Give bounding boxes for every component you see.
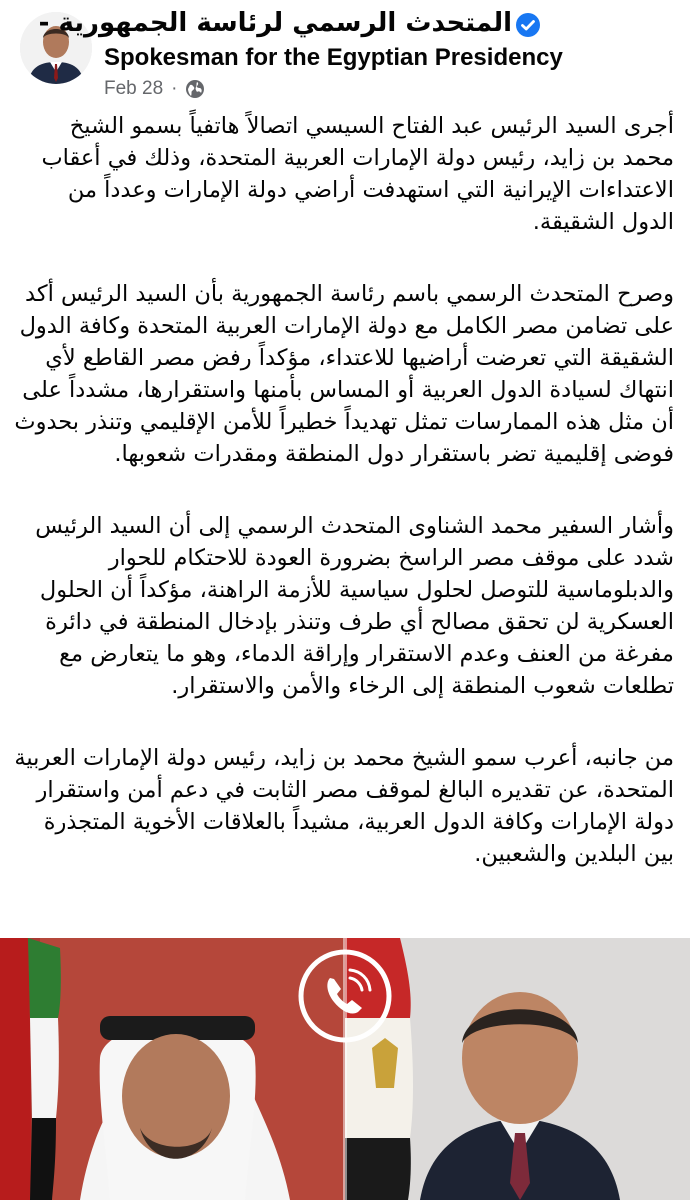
post-date[interactable]: Feb 28 <box>104 78 164 99</box>
post-paragraph-4: من جانبه، أعرب سمو الشيخ محمد بن زايد، رئيس دولة الإمارات العربية المتحدة، عن تقديره البالغ لموقف مصر الثابت في دعم أمن واستقرار دولة الإمارات وكافة الدول العربية، مشيداً بالعلاقات الأخوية المتجذرة بين البلدين والشعبين. <box>14 745 674 867</box>
post-meta <box>104 78 205 100</box>
post-paragraph-1: أجرى السيد الرئيس عبد الفتاح السيسي اتصالاً هاتفياً بسمو الشيخ محمد بن زايد، رئيس دولة الإمارات العربية المتحدة، وذلك في أعقاب الاعتداءات الإيرانية التي استهدفت أراضي دولة الإمارات وعدداً من الدول الشقيقة. <box>41 113 674 235</box>
meta-separator: · <box>171 78 178 99</box>
post-photo[interactable] <box>0 938 690 1200</box>
post-text <box>14 110 674 910</box>
author-name-english[interactable]: Spokesman for the Egyptian Presidency <box>104 44 563 71</box>
globe-icon <box>185 79 205 99</box>
post-paragraph-2: وصرح المتحدث الرسمي باسم رئاسة الجمهورية بأن السيد الرئيس أكد على تضامن مصر الكامل مع دولة الإمارات العربية المتحدة وكافة الدول الشقيقة التي تعرضت أراضيها للاعتداء، مؤكداً رفض مصر القاطع لأي انتهاك لسيادة الدول العربية أو المساس بأمنها واستقرارها، مشدداً على أن مثل هذه الممارسات تمثل تهديداً خطيراً للأمن الإقليمي وتنذر بحدوث فوضى إقليمية تضر باستقرار دول المنطقة ومقدرات شعوبها. <box>14 281 674 467</box>
author-name-arabic[interactable]: المتحدث الرسمي لرئاسة الجمهورية - <box>38 8 512 38</box>
post-header <box>0 0 690 108</box>
post-paragraph-3: وأشار السفير محمد الشناوى المتحدث الرسمي إلى أن السيد الرئيس شدد على موقف مصر الراسخ بضرورة العودة للاحتكام للحوار والدبلوماسية للتوصل لحلول سياسية للأزمة الراهنة، مؤكداً أن الحلول العسكرية لن تحقق مصالح أي طرف وتنذر بإدخال المنطقة في دائرة مفرغة من العنف وعدم الاستقرار وإراقة الدماء، وهو ما يتعارض مع تطلعات شعوب المنطقة إلى الرخاء والأمن والاستقرار. <box>35 513 674 699</box>
uae-flag <box>0 938 61 1200</box>
verified-badge-icon <box>515 12 541 38</box>
egypt-flag <box>345 938 413 1200</box>
